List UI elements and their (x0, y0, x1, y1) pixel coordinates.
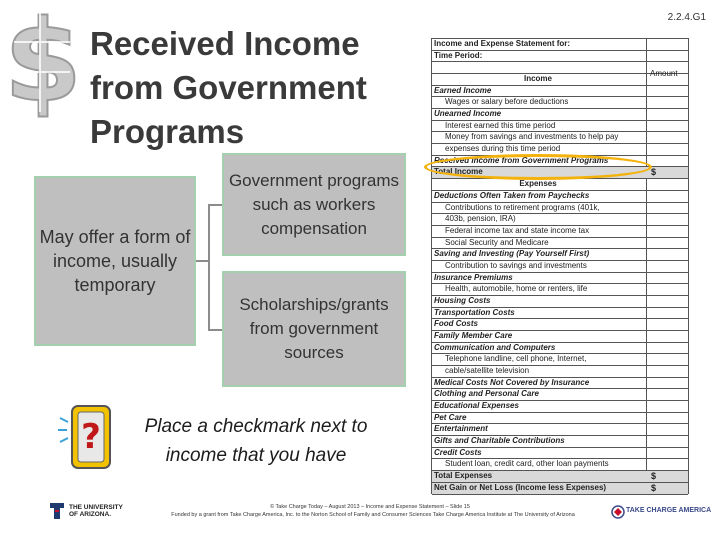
worksheet-row-label: Gifts and Charitable Contributions (434, 436, 565, 446)
worksheet-row-label: Wages or salary before deductions (445, 97, 569, 107)
worksheet-row-label: Entertainment (434, 424, 488, 434)
worksheet-row (432, 401, 688, 413)
worksheet-row (432, 459, 688, 471)
worksheet-row (432, 121, 688, 133)
worksheet-row (432, 238, 688, 250)
worksheet-row (432, 51, 688, 63)
university-name: THE UNIVERSITY OF ARIZONA. (69, 504, 123, 518)
worksheet-row-label: Unearned Income (434, 109, 502, 119)
worksheet-row-label: Credit Costs (434, 447, 482, 457)
worksheet-row-label: Expenses (519, 179, 557, 189)
worksheet-row-label: Federal income tax and state income tax (445, 225, 590, 235)
worksheet-row-label: 403b, pension, IRA) (445, 214, 516, 224)
worksheet-row (432, 86, 688, 98)
worksheet-row-label: Contributions to retirement programs (401k, (445, 202, 600, 212)
worksheet-row-label: Educational Expenses (434, 401, 519, 411)
connector-line (208, 204, 210, 331)
worksheet-row (432, 331, 688, 343)
info-box-government-programs (222, 153, 406, 256)
worksheet-row-label: Total Income (434, 167, 483, 177)
worksheet-row-label: Earned Income (434, 85, 492, 95)
slide-title: Received Income from Government Programs (90, 25, 367, 150)
worksheet-row (432, 308, 688, 320)
checkmark-prompt: Place a checkmark next to income that you have (144, 416, 368, 466)
worksheet-row (432, 203, 688, 215)
worksheet-row (432, 296, 688, 308)
worksheet-row (432, 273, 688, 285)
worksheet-row-label: Clothing and Personal Care (434, 389, 539, 399)
worksheet-row (432, 424, 688, 436)
worksheet-row (432, 448, 688, 460)
worksheet-row-label: Time Period: (434, 50, 483, 60)
income-expense-worksheet (431, 38, 689, 494)
worksheet-row-label: Income and Expense Statement for: (434, 39, 571, 48)
worksheet-row-label: Deductions Often Taken from Paychecks (434, 190, 590, 200)
worksheet-row-label: Received Income from Government Programs (434, 155, 609, 165)
connector-line (208, 329, 222, 331)
worksheet-row (432, 39, 688, 51)
worksheet-row-label: Total Expenses (434, 471, 493, 481)
worksheet-row-label: Social Security and Medicare (445, 237, 549, 247)
worksheet-row-label: Food Costs (434, 319, 478, 329)
question-mark-icon (58, 400, 120, 475)
worksheet-row-label: Telephone landline, cell phone, Internet, (445, 354, 587, 364)
connector-line (208, 204, 222, 206)
worksheet-row (432, 483, 688, 495)
worksheet-row (432, 413, 688, 425)
dollar-sign: $ (651, 482, 657, 493)
worksheet-row-label: Net Gain or Net Loss (Income less Expenses) (434, 482, 607, 492)
info-box-income-type (34, 176, 196, 346)
worksheet-row (432, 132, 688, 144)
worksheet-row-label: Income (523, 74, 552, 84)
worksheet-row (432, 284, 688, 296)
worksheet-row (432, 249, 688, 261)
worksheet-row-label: Housing Costs (434, 295, 491, 305)
worksheet-row (432, 471, 688, 483)
worksheet-row (432, 191, 688, 203)
worksheet-row (432, 389, 688, 401)
dollar-sign: $ (651, 167, 657, 178)
take-charge-america-logo-text: TAKE CHARGE AMERICA (626, 507, 712, 514)
worksheet-row-label: Student loan, credit card, other loan payments (445, 459, 609, 469)
worksheet-row (432, 226, 688, 238)
slide-number: 2.2.4.G1 (667, 12, 706, 23)
worksheet-row (432, 436, 688, 448)
svg-text:?: ? (81, 417, 101, 457)
puzzle-dollar-icon (0, 2, 84, 120)
info-box-scholarships (222, 271, 406, 387)
footer-funding: Funded by a grant from Take Charge America, Inc. to the Norton School of Family and Consumer Sciences Take Charge America Institute at The University of Arizona (171, 512, 575, 518)
worksheet-row (432, 109, 688, 121)
worksheet-row-label: cable/satellite television (445, 366, 530, 376)
worksheet-row (432, 261, 688, 273)
dollar-sign: $ (651, 471, 657, 482)
worksheet-row-label: Medical Costs Not Covered by Insurance (434, 377, 590, 387)
worksheet-row-label: Family Member Care (434, 331, 513, 340)
footer-copyright: © Take Charge Today – August 2013 – Income and Expense Statement – Slide 15 (270, 504, 470, 510)
highlight-oval (424, 154, 652, 180)
svg-text:$: $ (4, 2, 82, 120)
worksheet-row (432, 378, 688, 390)
info-box-text: Government programs such as workers compensation (228, 170, 400, 238)
worksheet-row-label: Pet Care (434, 412, 467, 422)
worksheet-row (432, 354, 688, 366)
info-box-text: Scholarships/grants from government sources (239, 295, 389, 362)
worksheet-row-label: Interest earned this time period (445, 120, 556, 130)
worksheet-row-label: Health, automobile, home or renters, life (445, 284, 588, 294)
worksheet-row-label: Contribution to savings and investments (445, 260, 587, 270)
worksheet-row (432, 319, 688, 331)
worksheet-row (432, 97, 688, 109)
worksheet-row-label: Communication and Computers (434, 342, 556, 352)
worksheet-row-label: Insurance Premiums (434, 272, 513, 282)
worksheet-row (432, 343, 688, 355)
worksheet-row-label: Transportation Costs (434, 307, 515, 317)
worksheet-row (432, 214, 688, 226)
worksheet-row (432, 366, 688, 378)
worksheet-row-label: Money from savings and investments to help pay (445, 132, 619, 142)
info-box-text: May offer a form of income, usually temporary (39, 227, 191, 295)
amount-header: Amount (650, 69, 678, 78)
worksheet-row-label: Saving and Investing (Pay Yourself First) (434, 249, 590, 259)
worksheet-row (432, 179, 688, 191)
worksheet-row-label: expenses during this time period (445, 144, 561, 154)
